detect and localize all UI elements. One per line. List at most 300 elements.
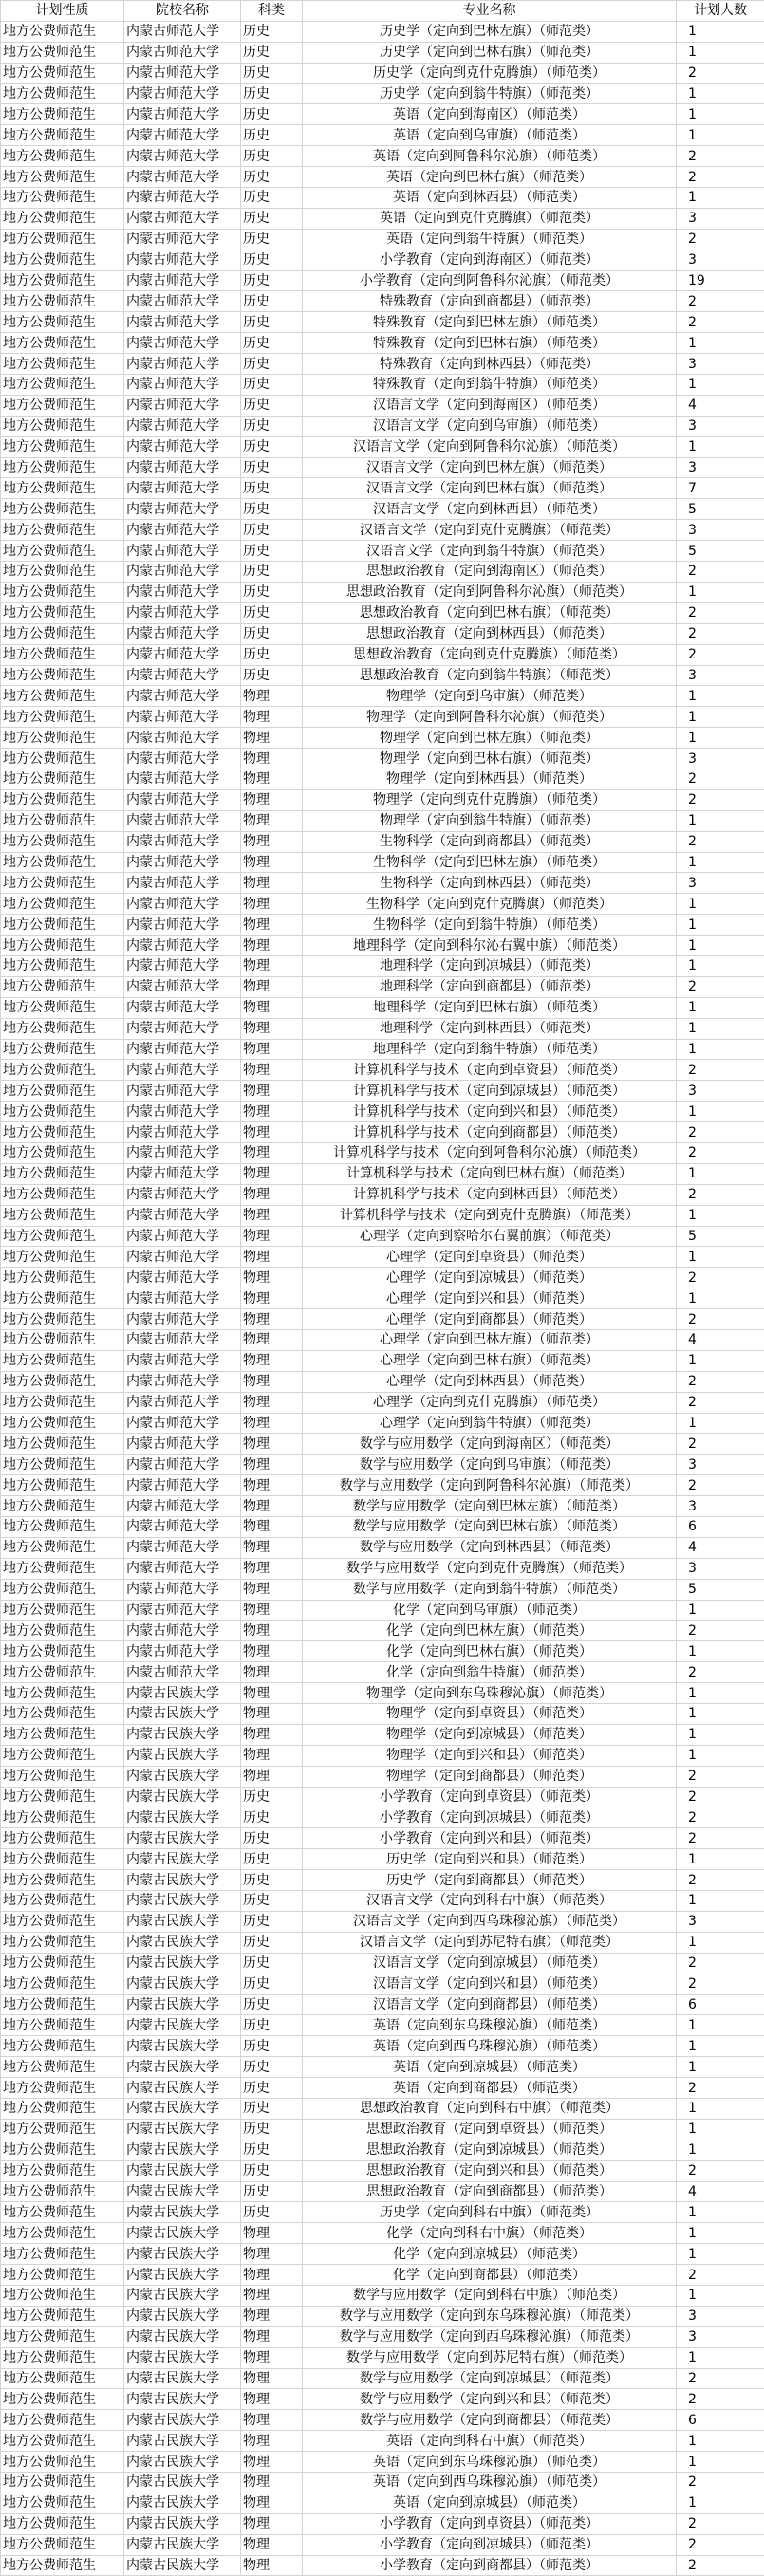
plan-count-cell: 2: [677, 2555, 764, 2576]
table-row: [1, 1455, 764, 1475]
major-name-cell: 特殊教育（定向到商都县）（师范类）: [303, 291, 677, 312]
school-name-cell: 内蒙古师范大学: [124, 831, 241, 852]
school-name-cell: 内蒙古民族大学: [124, 2078, 241, 2099]
table-row: [1, 1600, 764, 1621]
plan-type-cell: 地方公费师范生: [1, 1558, 124, 1579]
school-name-cell: 内蒙古民族大学: [124, 1994, 241, 2015]
subject-category-cell: 物理: [241, 810, 303, 831]
subject-category-cell: 历史: [241, 602, 303, 623]
table-row: [1, 375, 764, 396]
school-name-cell: 内蒙古民族大学: [124, 2202, 241, 2223]
subject-category-cell: 历史: [241, 1994, 303, 2015]
subject-category-cell: 物理: [241, 2244, 303, 2265]
major-name-cell: 小学教育（定向到凉城县）（师范类）: [303, 2534, 677, 2555]
school-name-cell: 内蒙古师范大学: [124, 1205, 241, 1226]
school-name-cell: 内蒙古师范大学: [124, 1268, 241, 1288]
school-name-cell: 内蒙古师范大学: [124, 1350, 241, 1371]
subject-category-cell: 历史: [241, 457, 303, 478]
plan-count-cell: 1: [677, 915, 764, 936]
subject-category-cell: 历史: [241, 229, 303, 250]
subject-category-cell: 历史: [241, 644, 303, 665]
major-name-cell: 英语（定向到乌审旗）（师范类）: [303, 125, 677, 146]
school-name-cell: 内蒙古师范大学: [124, 562, 241, 583]
table-row: [1, 2431, 764, 2452]
subject-category-cell: 历史: [241, 125, 303, 146]
school-name-cell: 内蒙古师范大学: [124, 1122, 241, 1143]
plan-count-cell: 1: [677, 188, 764, 209]
subject-category-cell: 历史: [241, 375, 303, 396]
subject-category-cell: 物理: [241, 1579, 303, 1600]
plan-type-cell: 地方公费师范生: [1, 270, 124, 291]
school-name-cell: 内蒙古民族大学: [124, 1766, 241, 1787]
table-row: [1, 125, 764, 146]
school-name-cell: 内蒙古师范大学: [124, 623, 241, 644]
school-name-cell: 内蒙古师范大学: [124, 63, 241, 83]
table-row: [1, 852, 764, 873]
plan-count-cell: 1: [677, 1018, 764, 1039]
subject-category-cell: 物理: [241, 2389, 303, 2410]
school-name-cell: 内蒙古师范大学: [124, 1621, 241, 1641]
subject-category-cell: 历史: [241, 2181, 303, 2202]
plan-count-cell: 2: [677, 1662, 764, 1683]
major-name-cell: 生物科学（定向到巴林左旗）（师范类）: [303, 852, 677, 873]
plan-count-cell: 1: [677, 1288, 764, 1309]
school-name-cell: 内蒙古师范大学: [124, 894, 241, 915]
major-name-cell: 英语（定向到科右中旗）（师范类）: [303, 2431, 677, 2452]
plan-type-cell: 地方公费师范生: [1, 915, 124, 936]
plan-count-cell: 1: [677, 1724, 764, 1745]
table-row: [1, 915, 764, 936]
school-name-cell: 内蒙古师范大学: [124, 1184, 241, 1205]
school-name-cell: 内蒙古民族大学: [124, 2555, 241, 2576]
table-row: [1, 1641, 764, 1662]
school-name-cell: 内蒙古民族大学: [124, 1932, 241, 1953]
table-row: [1, 1621, 764, 1641]
school-name-cell: 内蒙古民族大学: [124, 2389, 241, 2410]
school-name-cell: 内蒙古师范大学: [124, 852, 241, 873]
major-name-cell: 计算机科学与技术（定向到阿鲁科尔沁旗）（师范类）: [303, 1142, 677, 1163]
table-row: [1, 2347, 764, 2368]
plan-count-cell: 1: [677, 936, 764, 956]
plan-type-cell: 地方公费师范生: [1, 728, 124, 749]
subject-category-cell: 物理: [241, 1766, 303, 1787]
plan-count-cell: 4: [677, 395, 764, 416]
plan-count-cell: 5: [677, 1226, 764, 1247]
school-name-cell: 内蒙古民族大学: [124, 1828, 241, 1849]
plan-count-cell: 2: [677, 2078, 764, 2099]
plan-count-cell: 1: [677, 2119, 764, 2140]
school-name-cell: 内蒙古师范大学: [124, 520, 241, 541]
table-row: [1, 2368, 764, 2389]
major-name-cell: 物理学（定向到凉城县）（师范类）: [303, 1724, 677, 1745]
plan-count-cell: 3: [677, 2306, 764, 2326]
plan-count-cell: 1: [677, 852, 764, 873]
table-row: [1, 1891, 764, 1912]
major-name-cell: 小学教育（定向到阿鲁科尔沁旗）（师范类）: [303, 270, 677, 291]
major-name-cell: 英语（定向到凉城县）（师范类）: [303, 2493, 677, 2513]
plan-type-cell: 地方公费师范生: [1, 707, 124, 728]
school-name-cell: 内蒙古民族大学: [124, 1911, 241, 1932]
plan-type-cell: 地方公费师范生: [1, 2431, 124, 2452]
plan-type-cell: 地方公费师范生: [1, 21, 124, 42]
plan-count-cell: 1: [677, 955, 764, 976]
major-name-cell: 思想政治教育（定向到林西县）（师范类）: [303, 623, 677, 644]
table-row: [1, 686, 764, 707]
plan-type-cell: 地方公费师范生: [1, 1350, 124, 1371]
table-row: [1, 749, 764, 769]
table-row: [1, 1828, 764, 1849]
major-name-cell: 地理科学（定向到商都县）（师范类）: [303, 976, 677, 997]
plan-type-cell: 地方公费师范生: [1, 1018, 124, 1039]
table-body: [1, 21, 764, 2576]
plan-count-cell: 2: [677, 2160, 764, 2181]
school-name-cell: 内蒙古师范大学: [124, 1330, 241, 1351]
subject-category-cell: 物理: [241, 873, 303, 894]
table-row: [1, 520, 764, 541]
subject-category-cell: 历史: [241, 2057, 303, 2078]
plan-count-cell: 3: [677, 749, 764, 769]
table-row: [1, 395, 764, 416]
major-name-cell: 英语（定向到西乌珠穆沁旗）（师范类）: [303, 2036, 677, 2057]
major-name-cell: 汉语言文学（定向到商都县）（师范类）: [303, 1994, 677, 2015]
plan-type-cell: 地方公费师范生: [1, 1891, 124, 1912]
subject-category-cell: 物理: [241, 2223, 303, 2244]
major-name-cell: 数学与应用数学（定向到苏尼特右旗）（师范类）: [303, 2347, 677, 2368]
plan-count-cell: 1: [677, 707, 764, 728]
subject-category-cell: 物理: [241, 2431, 303, 2452]
subject-category-cell: 历史: [241, 1807, 303, 1828]
subject-category-cell: 物理: [241, 1475, 303, 1496]
major-name-cell: 物理学（定向到巴林左旗）（师范类）: [303, 728, 677, 749]
school-name-cell: 内蒙古民族大学: [124, 2181, 241, 2202]
plan-type-cell: 地方公费师范生: [1, 1496, 124, 1517]
plan-type-cell: 地方公费师范生: [1, 416, 124, 436]
table-row: [1, 1371, 764, 1392]
plan-count-cell: 1: [677, 1039, 764, 1060]
table-row: [1, 1953, 764, 1974]
school-name-cell: 内蒙古师范大学: [124, 789, 241, 810]
major-name-cell: 思想政治教育（定向到翁牛特旗）（师范类）: [303, 665, 677, 686]
table-row: [1, 416, 764, 436]
plan-type-cell: 地方公费师范生: [1, 2410, 124, 2431]
plan-count-cell: 2: [677, 1122, 764, 1143]
subject-category-cell: 物理: [241, 2452, 303, 2473]
subject-category-cell: 历史: [241, 2160, 303, 2181]
school-name-cell: 内蒙古师范大学: [124, 707, 241, 728]
major-name-cell: 心理学（定向到凉城县）（师范类）: [303, 1268, 677, 1288]
major-name-cell: 历史学（定向到科右中旗）（师范类）: [303, 2202, 677, 2223]
major-name-cell: 数学与应用数学（定向到兴和县）（师范类）: [303, 2389, 677, 2410]
plan-count-cell: 1: [677, 2244, 764, 2265]
plan-count-cell: 1: [677, 997, 764, 1018]
plan-count-cell: 1: [677, 375, 764, 396]
plan-type-cell: 地方公费师范生: [1, 749, 124, 769]
plan-type-cell: 地方公费师范生: [1, 1434, 124, 1455]
table-row: [1, 1537, 764, 1558]
plan-type-cell: 地方公费师范生: [1, 2078, 124, 2099]
table-row: [1, 436, 764, 457]
major-name-cell: 思想政治教育（定向到兴和县）（师范类）: [303, 2160, 677, 2181]
school-name-cell: 内蒙古师范大学: [124, 312, 241, 333]
plan-count-cell: 1: [677, 2057, 764, 2078]
subject-category-cell: 历史: [241, 1849, 303, 1870]
table-row: [1, 270, 764, 291]
subject-category-cell: 物理: [241, 1371, 303, 1392]
major-name-cell: 历史学（定向到商都县）（师范类）: [303, 1870, 677, 1891]
plan-count-cell: 1: [677, 2202, 764, 2223]
major-name-cell: 生物科学（定向到克什克腾旗）（师范类）: [303, 894, 677, 915]
plan-count-cell: 1: [677, 21, 764, 42]
table-row: [1, 2326, 764, 2347]
table-row: [1, 1745, 764, 1766]
major-name-cell: 思想政治教育（定向到商都县）（师范类）: [303, 2181, 677, 2202]
plan-type-cell: 地方公费师范生: [1, 831, 124, 852]
school-name-cell: 内蒙古民族大学: [124, 2513, 241, 2534]
plan-count-cell: 1: [677, 2452, 764, 2473]
table-row: [1, 1558, 764, 1579]
table-row: [1, 1787, 764, 1807]
table-row: [1, 2513, 764, 2534]
school-name-cell: 内蒙古师范大学: [124, 1288, 241, 1309]
plan-type-cell: 地方公费师范生: [1, 2119, 124, 2140]
school-name-cell: 内蒙古师范大学: [124, 270, 241, 291]
plan-type-cell: 地方公费师范生: [1, 1745, 124, 1766]
plan-type-cell: 地方公费师范生: [1, 354, 124, 375]
subject-category-cell: 历史: [241, 1891, 303, 1912]
plan-count-cell: 7: [677, 478, 764, 499]
subject-category-cell: 物理: [241, 1102, 303, 1122]
major-name-cell: 英语（定向到凉城县）（师范类）: [303, 2057, 677, 2078]
major-name-cell: 心理学（定向到林西县）（师范类）: [303, 1371, 677, 1392]
table-row: [1, 2265, 764, 2286]
table-row: [1, 1330, 764, 1351]
major-name-cell: 物理学（定向到巴林右旗）（师范类）: [303, 749, 677, 769]
table-row: [1, 2098, 764, 2119]
school-name-cell: 内蒙古民族大学: [124, 2410, 241, 2431]
plan-type-cell: 地方公费师范生: [1, 1288, 124, 1309]
plan-type-cell: 地方公费师范生: [1, 1309, 124, 1330]
subject-category-cell: 物理: [241, 2493, 303, 2513]
major-name-cell: 汉语言文学（定向到乌审旗）（师范类）: [303, 416, 677, 436]
subject-category-cell: 物理: [241, 1205, 303, 1226]
major-name-cell: 思想政治教育（定向到卓资县）（师范类）: [303, 2119, 677, 2140]
school-name-cell: 内蒙古民族大学: [124, 1974, 241, 1994]
plan-type-cell: 地方公费师范生: [1, 2285, 124, 2306]
table-row: [1, 1517, 764, 1538]
subject-category-cell: 历史: [241, 1870, 303, 1891]
major-name-cell: 思想政治教育（定向到巴林右旗）（师范类）: [303, 602, 677, 623]
plan-count-cell: 5: [677, 1579, 764, 1600]
subject-category-cell: 物理: [241, 831, 303, 852]
school-name-cell: 内蒙古师范大学: [124, 1413, 241, 1434]
table-row: [1, 104, 764, 125]
table-row: [1, 1475, 764, 1496]
plan-type-cell: 地方公费师范生: [1, 955, 124, 976]
plan-count-cell: 2: [677, 1621, 764, 1641]
plan-type-cell: 地方公费师范生: [1, 1371, 124, 1392]
school-name-cell: 内蒙古民族大学: [124, 2534, 241, 2555]
table-row: [1, 2472, 764, 2493]
plan-count-cell: 1: [677, 333, 764, 354]
subject-category-cell: 物理: [241, 769, 303, 789]
plan-count-cell: 2: [677, 1142, 764, 1163]
plan-count-cell: 2: [677, 769, 764, 789]
plan-count-cell: 2: [677, 1392, 764, 1413]
school-name-cell: 内蒙古师范大学: [124, 810, 241, 831]
subject-category-cell: 物理: [241, 1662, 303, 1683]
plan-type-cell: 地方公费师范生: [1, 2057, 124, 2078]
major-name-cell: 汉语言文学（定向到翁牛特旗）（师范类）: [303, 541, 677, 562]
plan-type-cell: 地方公费师范生: [1, 520, 124, 541]
plan-count-cell: 1: [677, 1932, 764, 1953]
plan-type-cell: 地方公费师范生: [1, 395, 124, 416]
plan-type-cell: 地方公费师范生: [1, 1828, 124, 1849]
plan-type-cell: 地方公费师范生: [1, 789, 124, 810]
header-school-name: 院校名称: [124, 1, 241, 22]
school-name-cell: 内蒙古师范大学: [124, 1600, 241, 1621]
subject-category-cell: 物理: [241, 749, 303, 769]
subject-category-cell: 历史: [241, 83, 303, 104]
plan-type-cell: 地方公费师范生: [1, 1807, 124, 1828]
school-name-cell: 内蒙古师范大学: [124, 769, 241, 789]
school-name-cell: 内蒙古民族大学: [124, 2098, 241, 2119]
plan-type-cell: 地方公费师范生: [1, 457, 124, 478]
table-row: [1, 789, 764, 810]
plan-type-cell: 地方公费师范生: [1, 1994, 124, 2015]
major-name-cell: 生物科学（定向到翁牛特旗）（师范类）: [303, 915, 677, 936]
school-name-cell: 内蒙古师范大学: [124, 1455, 241, 1475]
subject-category-cell: 物理: [241, 1184, 303, 1205]
school-name-cell: 内蒙古师范大学: [124, 436, 241, 457]
plan-count-cell: 1: [677, 125, 764, 146]
table-row: [1, 602, 764, 623]
major-name-cell: 思想政治教育（定向到凉城县）（师范类）: [303, 2140, 677, 2160]
school-name-cell: 内蒙古师范大学: [124, 1496, 241, 1517]
plan-count-cell: 3: [677, 520, 764, 541]
plan-type-cell: 地方公费师范生: [1, 1600, 124, 1621]
subject-category-cell: 物理: [241, 852, 303, 873]
school-name-cell: 内蒙古师范大学: [124, 42, 241, 63]
table-row: [1, 42, 764, 63]
plan-count-cell: 2: [677, 312, 764, 333]
subject-category-cell: 物理: [241, 2555, 303, 2576]
subject-category-cell: 物理: [241, 1163, 303, 1184]
subject-category-cell: 历史: [241, 520, 303, 541]
subject-category-cell: 历史: [241, 2078, 303, 2099]
table-row: [1, 2555, 764, 2576]
major-name-cell: 汉语言文学（定向到林西县）（师范类）: [303, 499, 677, 520]
school-name-cell: 内蒙古师范大学: [124, 1102, 241, 1122]
table-row: [1, 997, 764, 1018]
major-name-cell: 英语（定向到东乌珠穆沁旗）（师范类）: [303, 2015, 677, 2036]
major-name-cell: 心理学（定向到兴和县）（师范类）: [303, 1288, 677, 1309]
table-row: [1, 312, 764, 333]
major-name-cell: 物理学（定向到翁牛特旗）（师范类）: [303, 810, 677, 831]
table-row: [1, 582, 764, 602]
major-name-cell: 心理学（定向到巴林右旗）（师范类）: [303, 1350, 677, 1371]
plan-count-cell: 2: [677, 1371, 764, 1392]
school-name-cell: 内蒙古民族大学: [124, 2015, 241, 2036]
school-name-cell: 内蒙古民族大学: [124, 1891, 241, 1912]
subject-category-cell: 物理: [241, 2368, 303, 2389]
major-name-cell: 英语（定向到巴林右旗）（师范类）: [303, 167, 677, 188]
plan-type-cell: 地方公费师范生: [1, 1122, 124, 1143]
major-name-cell: 计算机科学与技术（定向到巴林右旗）（师范类）: [303, 1163, 677, 1184]
school-name-cell: 内蒙古师范大学: [124, 21, 241, 42]
plan-count-cell: 2: [677, 1787, 764, 1807]
school-name-cell: 内蒙古师范大学: [124, 686, 241, 707]
plan-type-cell: 地方公费师范生: [1, 1932, 124, 1953]
major-name-cell: 英语（定向到阿鲁科尔沁旗）（师范类）: [303, 146, 677, 167]
school-name-cell: 内蒙古师范大学: [124, 416, 241, 436]
plan-type-cell: 地方公费师范生: [1, 250, 124, 270]
school-name-cell: 内蒙古师范大学: [124, 1517, 241, 1538]
table-row: [1, 976, 764, 997]
plan-count-cell: 1: [677, 1683, 764, 1704]
major-name-cell: 汉语言文学（定向到兴和县）（师范类）: [303, 1974, 677, 1994]
school-name-cell: 内蒙古民族大学: [124, 1724, 241, 1745]
subject-category-cell: 物理: [241, 1683, 303, 1704]
table-row: [1, 83, 764, 104]
plan-count-cell: 3: [677, 2326, 764, 2347]
table-row: [1, 707, 764, 728]
school-name-cell: 内蒙古民族大学: [124, 1807, 241, 1828]
school-name-cell: 内蒙古师范大学: [124, 250, 241, 270]
plan-count-cell: 3: [677, 416, 764, 436]
header-plan-type: 计划性质: [1, 1, 124, 22]
plan-count-cell: 4: [677, 1537, 764, 1558]
subject-category-cell: 物理: [241, 1039, 303, 1060]
major-name-cell: 心理学（定向到商都县）（师范类）: [303, 1309, 677, 1330]
table-row: [1, 1039, 764, 1060]
major-name-cell: 计算机科学与技术（定向到兴和县）（师范类）: [303, 1102, 677, 1122]
plan-type-cell: 地方公费师范生: [1, 2015, 124, 2036]
table-row: [1, 21, 764, 42]
school-name-cell: 内蒙古民族大学: [124, 2431, 241, 2452]
table-row: [1, 1579, 764, 1600]
plan-type-cell: 地方公费师范生: [1, 894, 124, 915]
subject-category-cell: 历史: [241, 2119, 303, 2140]
subject-category-cell: 物理: [241, 1496, 303, 1517]
subject-category-cell: 物理: [241, 2472, 303, 2493]
table-row: [1, 1434, 764, 1455]
school-name-cell: 内蒙古师范大学: [124, 1309, 241, 1330]
school-name-cell: 内蒙古师范大学: [124, 644, 241, 665]
plan-count-cell: 19: [677, 270, 764, 291]
subject-category-cell: 历史: [241, 582, 303, 602]
plan-type-cell: 地方公费师范生: [1, 644, 124, 665]
major-name-cell: 地理科学（定向到凉城县）（师范类）: [303, 955, 677, 976]
subject-category-cell: 物理: [241, 2347, 303, 2368]
plan-type-cell: 地方公费师范生: [1, 1081, 124, 1102]
subject-category-cell: 历史: [241, 1828, 303, 1849]
school-name-cell: 内蒙古师范大学: [124, 1018, 241, 1039]
subject-category-cell: 历史: [241, 2202, 303, 2223]
major-name-cell: 汉语言文学（定向到苏尼特右旗）（师范类）: [303, 1932, 677, 1953]
table-row: [1, 2160, 764, 2181]
plan-count-cell: 2: [677, 831, 764, 852]
major-name-cell: 特殊教育（定向到巴林右旗）（师范类）: [303, 333, 677, 354]
school-name-cell: 内蒙古师范大学: [124, 1039, 241, 1060]
school-name-cell: 内蒙古师范大学: [124, 229, 241, 250]
plan-type-cell: 地方公费师范生: [1, 2555, 124, 2576]
plan-type-cell: 地方公费师范生: [1, 167, 124, 188]
school-name-cell: 内蒙古师范大学: [124, 457, 241, 478]
header-subject-category: 科类: [241, 1, 303, 22]
plan-type-cell: 地方公费师范生: [1, 665, 124, 686]
major-name-cell: 物理学（定向到兴和县）（师范类）: [303, 1745, 677, 1766]
subject-category-cell: 物理: [241, 2285, 303, 2306]
